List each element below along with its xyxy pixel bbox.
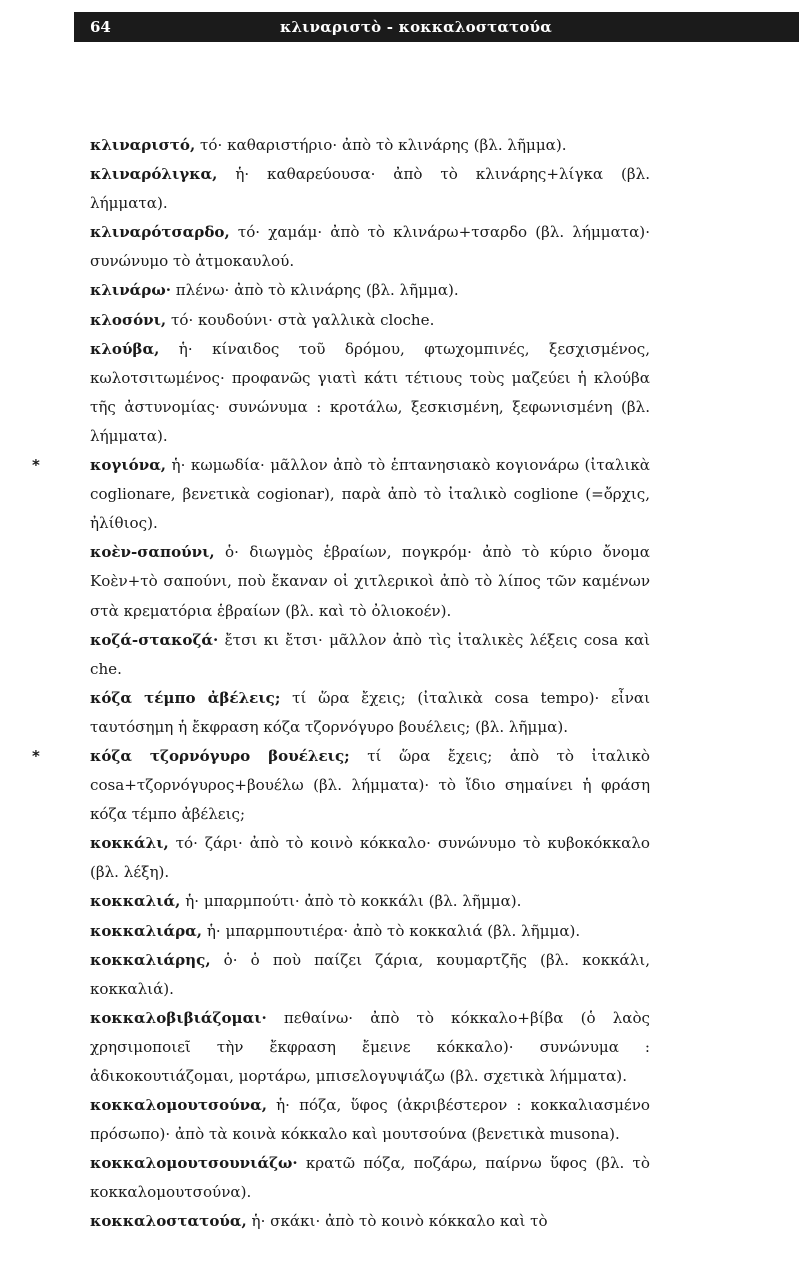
dictionary-entry — [90, 131, 650, 160]
dictionary-entry — [90, 887, 650, 916]
entry-definition: ἡ· κίναιδος τοῦ δρόμου, φτωχομπινές, ξεσχισμένος, κωλοτσιτωμένος· προφανῶς γιατὶ κάτι τέτιους τοὺς μαζεύει ἡ κλούβα τῆς ἀστυνομίας· συνώνυμα : κροτάλω, ξεσκισμένη, ξεφωνισμένη (βλ. λήμματα). — [90, 339, 650, 445]
dictionary-entry — [90, 160, 650, 218]
entry-definition: τό· κουδούνι· στὰ γαλλικὰ cloche. — [166, 310, 435, 329]
entry-definition: ἡ· καθαρεύουσα· ἀπὸ τὸ κλινάρης+λίγκα (βλ. λήμματα). — [90, 165, 650, 213]
entry-definition: ὁ· ὁ ποὺ παίζει ζάρια, κουμαρτζῆς (βλ. κοκκάλι, κοκκαλιά). — [90, 950, 650, 998]
entry-headword: κοκκαλιάρης, — [90, 950, 211, 969]
dictionary-entry — [90, 335, 650, 451]
entry-headword: κογιόνα, — [90, 456, 167, 475]
dictionary-entry — [90, 276, 650, 305]
entry-definition: ἡ· μπαρμπουτιέρα· ἀπὸ τὸ κοκκαλιά (βλ. λῆμμα). — [202, 921, 581, 940]
page-header — [74, 12, 799, 42]
entry-definition: κρατῶ πόζα, ποζάρω, παίρνω ὕφος (βλ. τὸ κοκκαλομουτσούνα). — [90, 1154, 650, 1202]
entry-definition: τί ὥρα ἔχεις; ἀπὸ τὸ ἰταλικὸ cosa+τζορνόγυρος+βουέλω (βλ. λήμματα)· τὸ ἴδιο σημαίνει ἡ φράση κόζα τέμπο ἀβέλεις; — [90, 746, 650, 824]
entry-definition: ἡ· μπαρμπούτι· ἀπὸ τὸ κοκκάλι (βλ. λῆμμα). — [180, 892, 522, 911]
entry-headword: κοκκάλι, — [90, 834, 169, 853]
entry-headword: κλιναρόλιγκα, — [90, 165, 218, 184]
entry-headword: κλιναριστό, — [90, 136, 196, 154]
entry-definition: ὁ· διωγμὸς ἑβραίων, πογκρόμ· ἀπὸ τὸ κύριο ὄνομα Κοὲν+τὸ σαπούνι, ποὺ ἔκαναν οἱ χιτλερικοὶ ἀπὸ τὸ λίπος τῶν καμένων στὰ κρεματόρια ἑβραίων (βλ. καὶ τὸ ὀλιοκοέν). — [90, 543, 650, 620]
entry-headword: κοκκαλομουτσούνα, — [90, 1096, 268, 1115]
dictionary-entry — [32, 451, 650, 538]
entry-definition: ἔτσι κι ἔτσι· μᾶλλον ἀπὸ τὶς ἰταλικὲς λέξεις cosa καὶ che. — [90, 630, 650, 678]
entry-definition: πλένω· ἀπὸ τὸ κλινάρης (βλ. λῆμμα). — [170, 281, 459, 300]
dictionary-entry — [90, 946, 650, 1004]
dictionary-entry — [32, 742, 650, 829]
dictionary-entry — [90, 538, 650, 625]
entry-definition: τό· χαμάμ· ἀπὸ τὸ κλινάρω+τσαρδο (βλ. λήμματα)· συνώνυμο τὸ ἀτμοκαυλού. — [90, 223, 650, 271]
dictionary-entry — [90, 218, 650, 276]
asterisk-icon: * — [32, 456, 40, 475]
entry-headword: κοκκαλιάρα, — [90, 921, 203, 940]
entry-definition: τό· ζάρι· ἀπὸ τὸ κοινὸ κόκκαλο· συνώνυμο τὸ κυβοκόκκαλο (βλ. λέξη). — [90, 834, 650, 882]
dictionary-entry — [90, 1004, 650, 1091]
entry-definition: τό· καθαριστήριο· ἀπὸ τὸ κλινάρης (βλ. λῆμμα). — [195, 136, 567, 154]
entry-headword: κοκκαλιά, — [90, 892, 181, 911]
page-number: 64 — [90, 18, 111, 36]
entry-definition: ἡ· πόζα, ὕφος (ἀκριβέστερον : κοκκαλιασμένο πρόσωπο)· ἀπὸ τὰ κοινὰ κόκκαλο καὶ μουτσούνα (βενετικὰ musona). — [90, 1096, 650, 1144]
entry-headword: κοκκαλοβιβιάζομαι· — [90, 1008, 267, 1027]
entry-headword: κλιναρότσαρδο, — [90, 223, 230, 242]
dictionary-entry — [90, 684, 650, 742]
entry-list — [32, 131, 650, 1237]
dictionary-entry — [90, 917, 650, 946]
dictionary-entry — [90, 1207, 650, 1236]
entry-headword: κλούβα, — [90, 339, 160, 358]
entry-definition: ἡ· κωμωδία· μᾶλλον ἀπὸ τὸ ἑπτανησιακὸ κογιονάρω (ἰταλικὰ coglionare, βενετικὰ cogionar), παρὰ ἀπὸ τὸ ἰταλικὸ coglione (=ὄρχις, ἠλίθιος). — [90, 456, 650, 533]
entry-headword: κοκκαλομουτσουνιάζω· — [90, 1154, 298, 1173]
entry-headword: κλινάρω· — [90, 281, 171, 300]
dictionary-entry — [90, 306, 650, 335]
dictionary-entry — [90, 829, 650, 887]
dictionary-entry — [90, 1149, 650, 1207]
dictionary-entry — [90, 1091, 650, 1149]
entry-headword: κλοσόνι, — [90, 310, 167, 329]
entry-definition: τί ὥρα ἔχεις; (ἰταλικὰ cosa tempo)· εἶναι ταυτόσημη ἡ ἔκφραση κόζα τζορνόγυρο βουέλεις; (βλ. λῆμμα). — [90, 688, 650, 736]
entry-headword: κόζα τζορνόγυρο βουέλεις; — [90, 746, 350, 765]
running-head: κλιναριστὸ - κοκκαλοστατούα — [280, 18, 552, 36]
entry-headword: κοὲν-σαπούνι, — [90, 543, 215, 562]
entry-headword: κοκκαλοστατούα, — [90, 1212, 247, 1231]
entry-definition: πεθαίνω· ἀπὸ τὸ κόκκαλο+βίβα (ὁ λαὸς χρησιμοποιεῖ τὴν ἔκφραση ἔμεινε κόκκαλο)· συνώνυμα : ἀδικοκουτιάζομαι, μορτάρω, μπισελογυψιάζω (βλ. σχετικὰ λήμματα). — [90, 1008, 650, 1085]
dictionary-entry — [90, 626, 650, 684]
entry-definition: ἡ· σκάκι· ἀπὸ τὸ κοινὸ κόκκαλο καὶ τὸ — [246, 1212, 548, 1231]
asterisk-icon: * — [32, 746, 40, 765]
entry-headword: κόζα τέμπο ἀβέλεις; — [90, 688, 281, 707]
entry-headword: κοζά-στακοζά· — [90, 630, 219, 649]
